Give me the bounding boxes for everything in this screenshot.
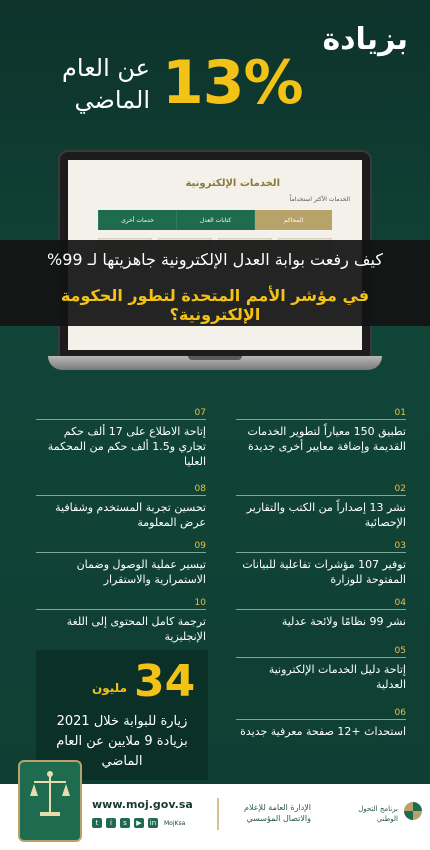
fact-divider (236, 495, 406, 496)
banner-line2: في مؤشر الأمم المتحدة لتطور الحكومة الإلكترونية؟ (60, 286, 370, 324)
fact-text: ترجمة كامل المحتوى إلى اللغة الإنجليزية (66, 615, 206, 643)
fact-divider (36, 552, 206, 553)
fact-item-07 (36, 408, 206, 469)
fact-number: 03 (394, 541, 406, 551)
fact-number: 06 (394, 708, 406, 718)
fact-divider (36, 419, 206, 420)
snapchat-icon[interactable]: s (120, 818, 130, 828)
fact-text: إتاحة الاطلاع على 17 ألف حكم تجاري و1.5 ألف حكم من المحكمة العليا (47, 425, 206, 468)
scales-of-justice-icon (26, 768, 74, 824)
fact-divider (236, 609, 406, 610)
site-tab-other-services[interactable]: خدمات أخرى (98, 210, 176, 230)
fact-divider (236, 419, 406, 420)
fact-item-06 (236, 708, 406, 739)
transformation-program (334, 804, 398, 824)
stat-unit: مليون (92, 681, 127, 695)
hero-subtitle-line1: عن العام (62, 54, 150, 82)
fact-item-04 (236, 598, 406, 629)
site-tab-notaries[interactable]: كتابات العدل (176, 210, 254, 230)
site-subtitle: الخدمات الأكثر استخداماً (289, 196, 350, 203)
fact-text: تيسير عملية الوصول وضمان الاستمرارية والاستقرار (76, 558, 206, 586)
twitter-icon[interactable]: t (92, 818, 102, 828)
fact-item-10 (36, 598, 206, 644)
media-department (215, 802, 311, 824)
fact-item-03 (236, 541, 406, 587)
fact-item-01 (236, 408, 406, 454)
program-logo-icon (404, 802, 422, 820)
fact-number: 08 (194, 484, 206, 494)
fact-text: توفير 107 مؤشرات تفاعلية للبيانات المفتوحة للوزارة (242, 558, 406, 586)
fact-text: استحداث +12 صفحة معرفية جديدة (240, 725, 406, 738)
hero-percent: 13% (162, 48, 303, 118)
program-line1: برنامج التحول (358, 805, 398, 813)
dept-line2: والاتصال المؤسسي (246, 814, 311, 823)
fact-item-09 (36, 541, 206, 587)
fact-text: نشر 99 نظامًا ولائحة عدلية (281, 615, 406, 628)
fact-text: تطبيق 150 معياراً لتطوير الخدمات القديمة وإضافة معايير أخرى جديدة (247, 425, 406, 453)
fact-number: 09 (194, 541, 206, 551)
fact-number: 10 (194, 598, 206, 608)
fact-item-02 (236, 484, 406, 530)
fact-text: نشر 13 إصداراً من الكتب والتقارير الإحصائية (246, 501, 406, 529)
program-line2: الوطني (376, 815, 398, 823)
stat-number: 34 (134, 656, 196, 707)
site-title: الخدمات الإلكترونية (185, 178, 280, 189)
hero-title: بزيادة (322, 22, 408, 57)
social-links (92, 818, 185, 828)
fact-text: تحسين تجربة المستخدم وشفافية عرض المعلومة (55, 501, 206, 529)
banner-line1: كيف رفعت بوابة العدل الإلكترونية جاهزيتها لـ 99% (47, 250, 383, 269)
ministry-emblem (18, 760, 82, 842)
fact-number: 07 (194, 408, 206, 418)
linkedin-icon[interactable]: in (149, 819, 157, 827)
hero-subtitle-line2: الماضي (74, 86, 150, 114)
instagram-icon[interactable]: i (106, 818, 116, 828)
fact-divider (236, 552, 406, 553)
website-link[interactable]: www.moj.gov.sa (92, 798, 193, 811)
fact-divider (36, 609, 206, 610)
fact-item-08 (36, 484, 206, 530)
fact-number: 04 (394, 598, 406, 608)
stat-line1: زيارة للبوابة خلال 2021 (56, 714, 188, 729)
site-tab-courts[interactable]: المحاكم (254, 210, 332, 230)
stat-line2: بزيادة 9 ملايين عن العام الماضي (56, 734, 188, 769)
fact-divider (236, 719, 406, 720)
fact-item-05 (236, 646, 406, 692)
fact-number: 02 (394, 484, 406, 494)
youtube-icon[interactable]: ▶ (134, 818, 144, 828)
fact-divider (36, 495, 206, 496)
fact-number: 01 (394, 408, 406, 418)
fact-number: 05 (394, 646, 406, 656)
dept-line1: الإدارة العامة للإعلام (244, 803, 311, 812)
fact-divider (236, 657, 406, 658)
social-handle: MojKsa (164, 819, 186, 827)
fact-text: إتاحة دليل الخدمات الإلكترونية العدلية (268, 663, 406, 691)
